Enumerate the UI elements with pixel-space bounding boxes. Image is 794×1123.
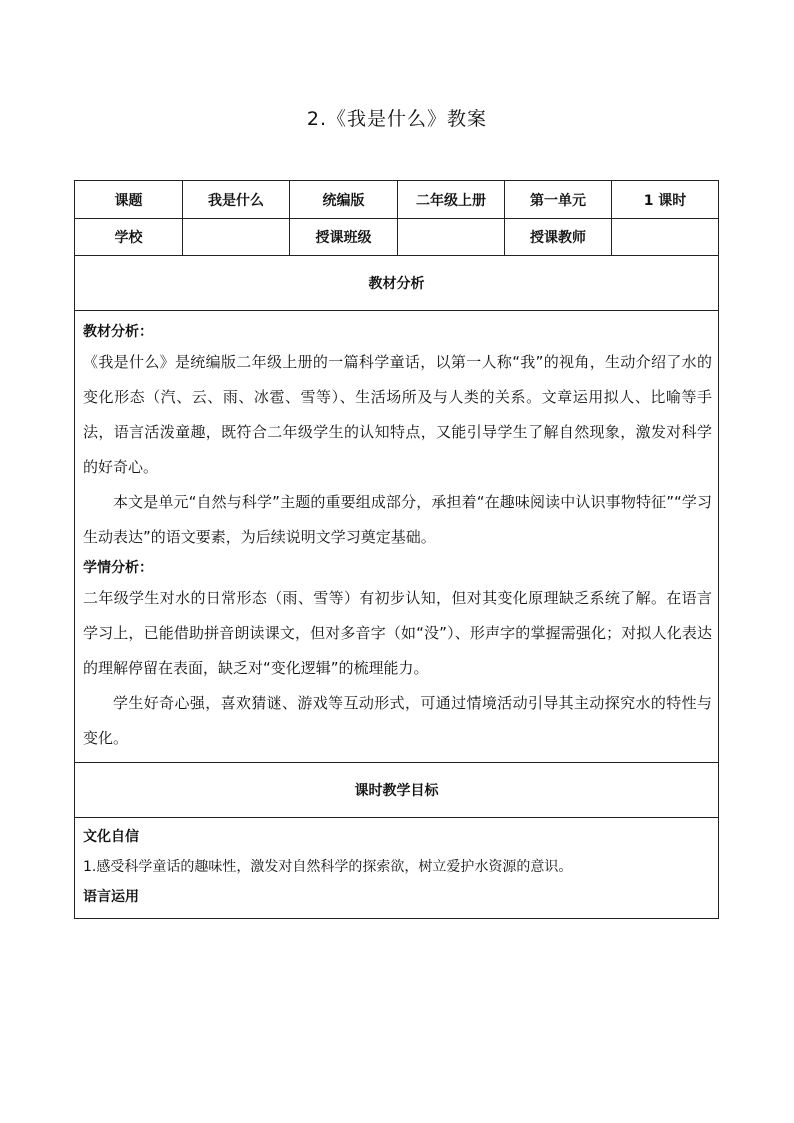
value-class — [398, 219, 505, 256]
value-unit: 第一单元 — [505, 181, 612, 219]
goals-heading-row — [75, 763, 719, 818]
header-row-2 — [75, 219, 719, 256]
goal-item-1: 1.感受科学童话的趣味性，激发对自然科学的探索欲，树立爱护水资源的意识。 — [83, 859, 573, 875]
value-school — [183, 219, 290, 256]
lesson-plan-table — [74, 180, 719, 919]
document-title: 2.《我是什么》教案 — [306, 108, 488, 130]
subheading-material-analysis: 教材分析： — [83, 324, 153, 340]
value-teacher — [612, 219, 719, 256]
label-school: 学校 — [75, 219, 183, 256]
paragraph-material-1: 《我是什么》是统编版二年级上册的一篇科学童话，以第一人称“我”的视角，生动介绍了水的变化形态（汽、云、雨、冰雹、雪等）、生活场所及与人类的关系。文章运用拟人、比喻等手法，语言活泼童趣，既符合二年级学生的认知特点，又能引导学生了解自然现象，激发对科学的好奇心。 — [83, 353, 712, 476]
value-grade: 二年级上册 — [398, 181, 505, 219]
paragraph-learner-1: 二年级学生对水的日常形态（雨、雪等）有初步认知，但对其变化原理缺乏系统了解。在语言学习上，已能借助拼音朗读课文，但对多音字（如“没”）、形声字的掌握需强化；对拟人化表达的理解停留在表面，缺乏对“变化逻辑”的梳理能力。 — [83, 589, 712, 677]
material-body — [75, 311, 719, 763]
label-class: 授课班级 — [290, 219, 398, 256]
paragraph-learner-2: 学生好奇心强，喜欢猜谜、游戏等互动形式，可通过情境活动引导其主动探究水的特性与变化。 — [83, 694, 712, 747]
value-periods: 1 课时 — [612, 181, 719, 219]
label-teacher: 授课教师 — [505, 219, 612, 256]
goals-body-row — [75, 818, 719, 919]
section-heading-goals: 课时教学目标 — [75, 763, 719, 818]
subheading-cultural-confidence: 文化自信 — [83, 829, 139, 845]
value-edition: 统编版 — [290, 181, 398, 219]
label-topic: 课题 — [75, 181, 183, 219]
material-body-row — [75, 311, 719, 763]
material-heading-row — [75, 256, 719, 311]
value-topic: 我是什么 — [183, 181, 290, 219]
goals-body — [75, 818, 719, 919]
paragraph-material-2: 本文是单元“自然与科学”主题的重要组成部分，承担着“在趣味阅读中认识事物特征”“学习生动表达”的语文要素，为后续说明文学习奠定基础。 — [83, 493, 712, 546]
subheading-learner-analysis: 学情分析： — [83, 560, 153, 576]
subheading-language-use: 语言运用 — [83, 889, 139, 905]
section-heading-material: 教材分析 — [75, 256, 719, 311]
header-row-1 — [75, 181, 719, 219]
